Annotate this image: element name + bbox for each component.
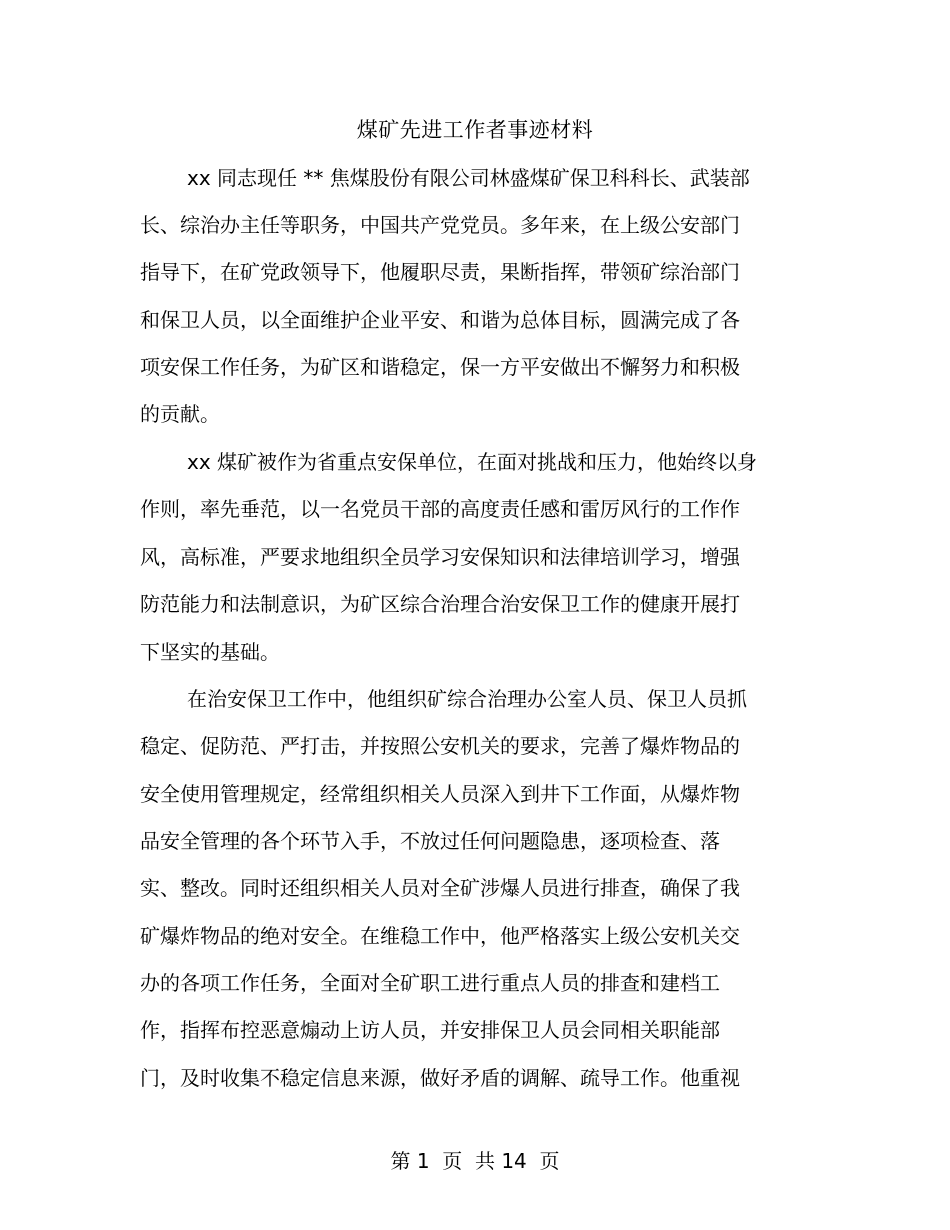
paragraph-3-line-9: 门，及时收集不稳定信息来源，做好矛盾的调解、疏导工作。他重视: [140, 1066, 740, 1090]
paragraph-3-line-8: 作，指挥布控恶意煽动上访人员，并安排保卫人员会同相关职能部: [140, 1018, 720, 1042]
paragraph-1-line-1: xx 同志现任 ** 焦煤股份有限公司林盛煤矿保卫科科长、武装部: [187, 166, 750, 190]
paragraph-1-line-2: 长、综治办主任等职务，中国共产党党员。多年来，在上级公安部门: [140, 213, 740, 237]
paragraph-3-line-1: 在治安保卫工作中，他组织矿综合治理办公室人员、保卫人员抓: [187, 687, 747, 711]
paragraph-3-line-2: 稳定、促防范、严打击，并按照公安机关的要求，完善了爆炸物品的: [140, 734, 740, 758]
document-title: 煤矿先进工作者事迹材料: [356, 118, 594, 142]
paragraph-3-line-4: 品安全管理的各个环节入手，不放过任何问题隐患，逐项检查、落: [140, 829, 720, 853]
paragraph-3-line-3: 安全使用管理规定，经常组织相关人员深入到井下工作面，从爆炸物: [140, 782, 740, 806]
paragraph-3-line-6: 矿爆炸物品的绝对安全。在维稳工作中，他严格落实上级公安机关交: [140, 924, 740, 948]
paragraph-1-line-5: 项安保工作任务，为矿区和谐稳定，保一方平安做出不懈努力和积极: [140, 355, 740, 379]
paragraph-1-line-3: 指导下，在矿党政领导下，他履职尽责，果断指挥，带领矿综治部门: [140, 260, 740, 284]
paragraph-2-line-5: 下坚实的基础。: [140, 640, 280, 664]
paragraph-2-line-1: xx 煤矿被作为省重点安保单位，在面对挑战和压力，他始终以身: [187, 450, 758, 474]
paragraph-2-line-4: 防范能力和法制意识，为矿区综合治理合治安保卫工作的健康开展打: [140, 592, 740, 616]
page-number-footer: 第 1 页 共 14 页: [390, 1149, 560, 1173]
paragraph-1-line-6: 的贡献。: [140, 402, 220, 426]
paragraph-3-line-5: 实、整改。同时还组织相关人员对全矿涉爆人员进行排查，确保了我: [140, 876, 740, 900]
paragraph-2-line-3: 风，高标准，严要求地组织全员学习安保知识和法律培训学习，增强: [140, 545, 740, 569]
paragraph-1-line-4: 和保卫人员，以全面维护企业平安、和谐为总体目标，圆满完成了各: [140, 308, 740, 332]
paragraph-3-line-7: 办的各项工作任务，全面对全矿职工进行重点人员的排查和建档工: [140, 971, 720, 995]
paragraph-2-line-2: 作则，率先垂范，以一名党员干部的高度责任感和雷厉风行的工作作: [140, 497, 740, 521]
